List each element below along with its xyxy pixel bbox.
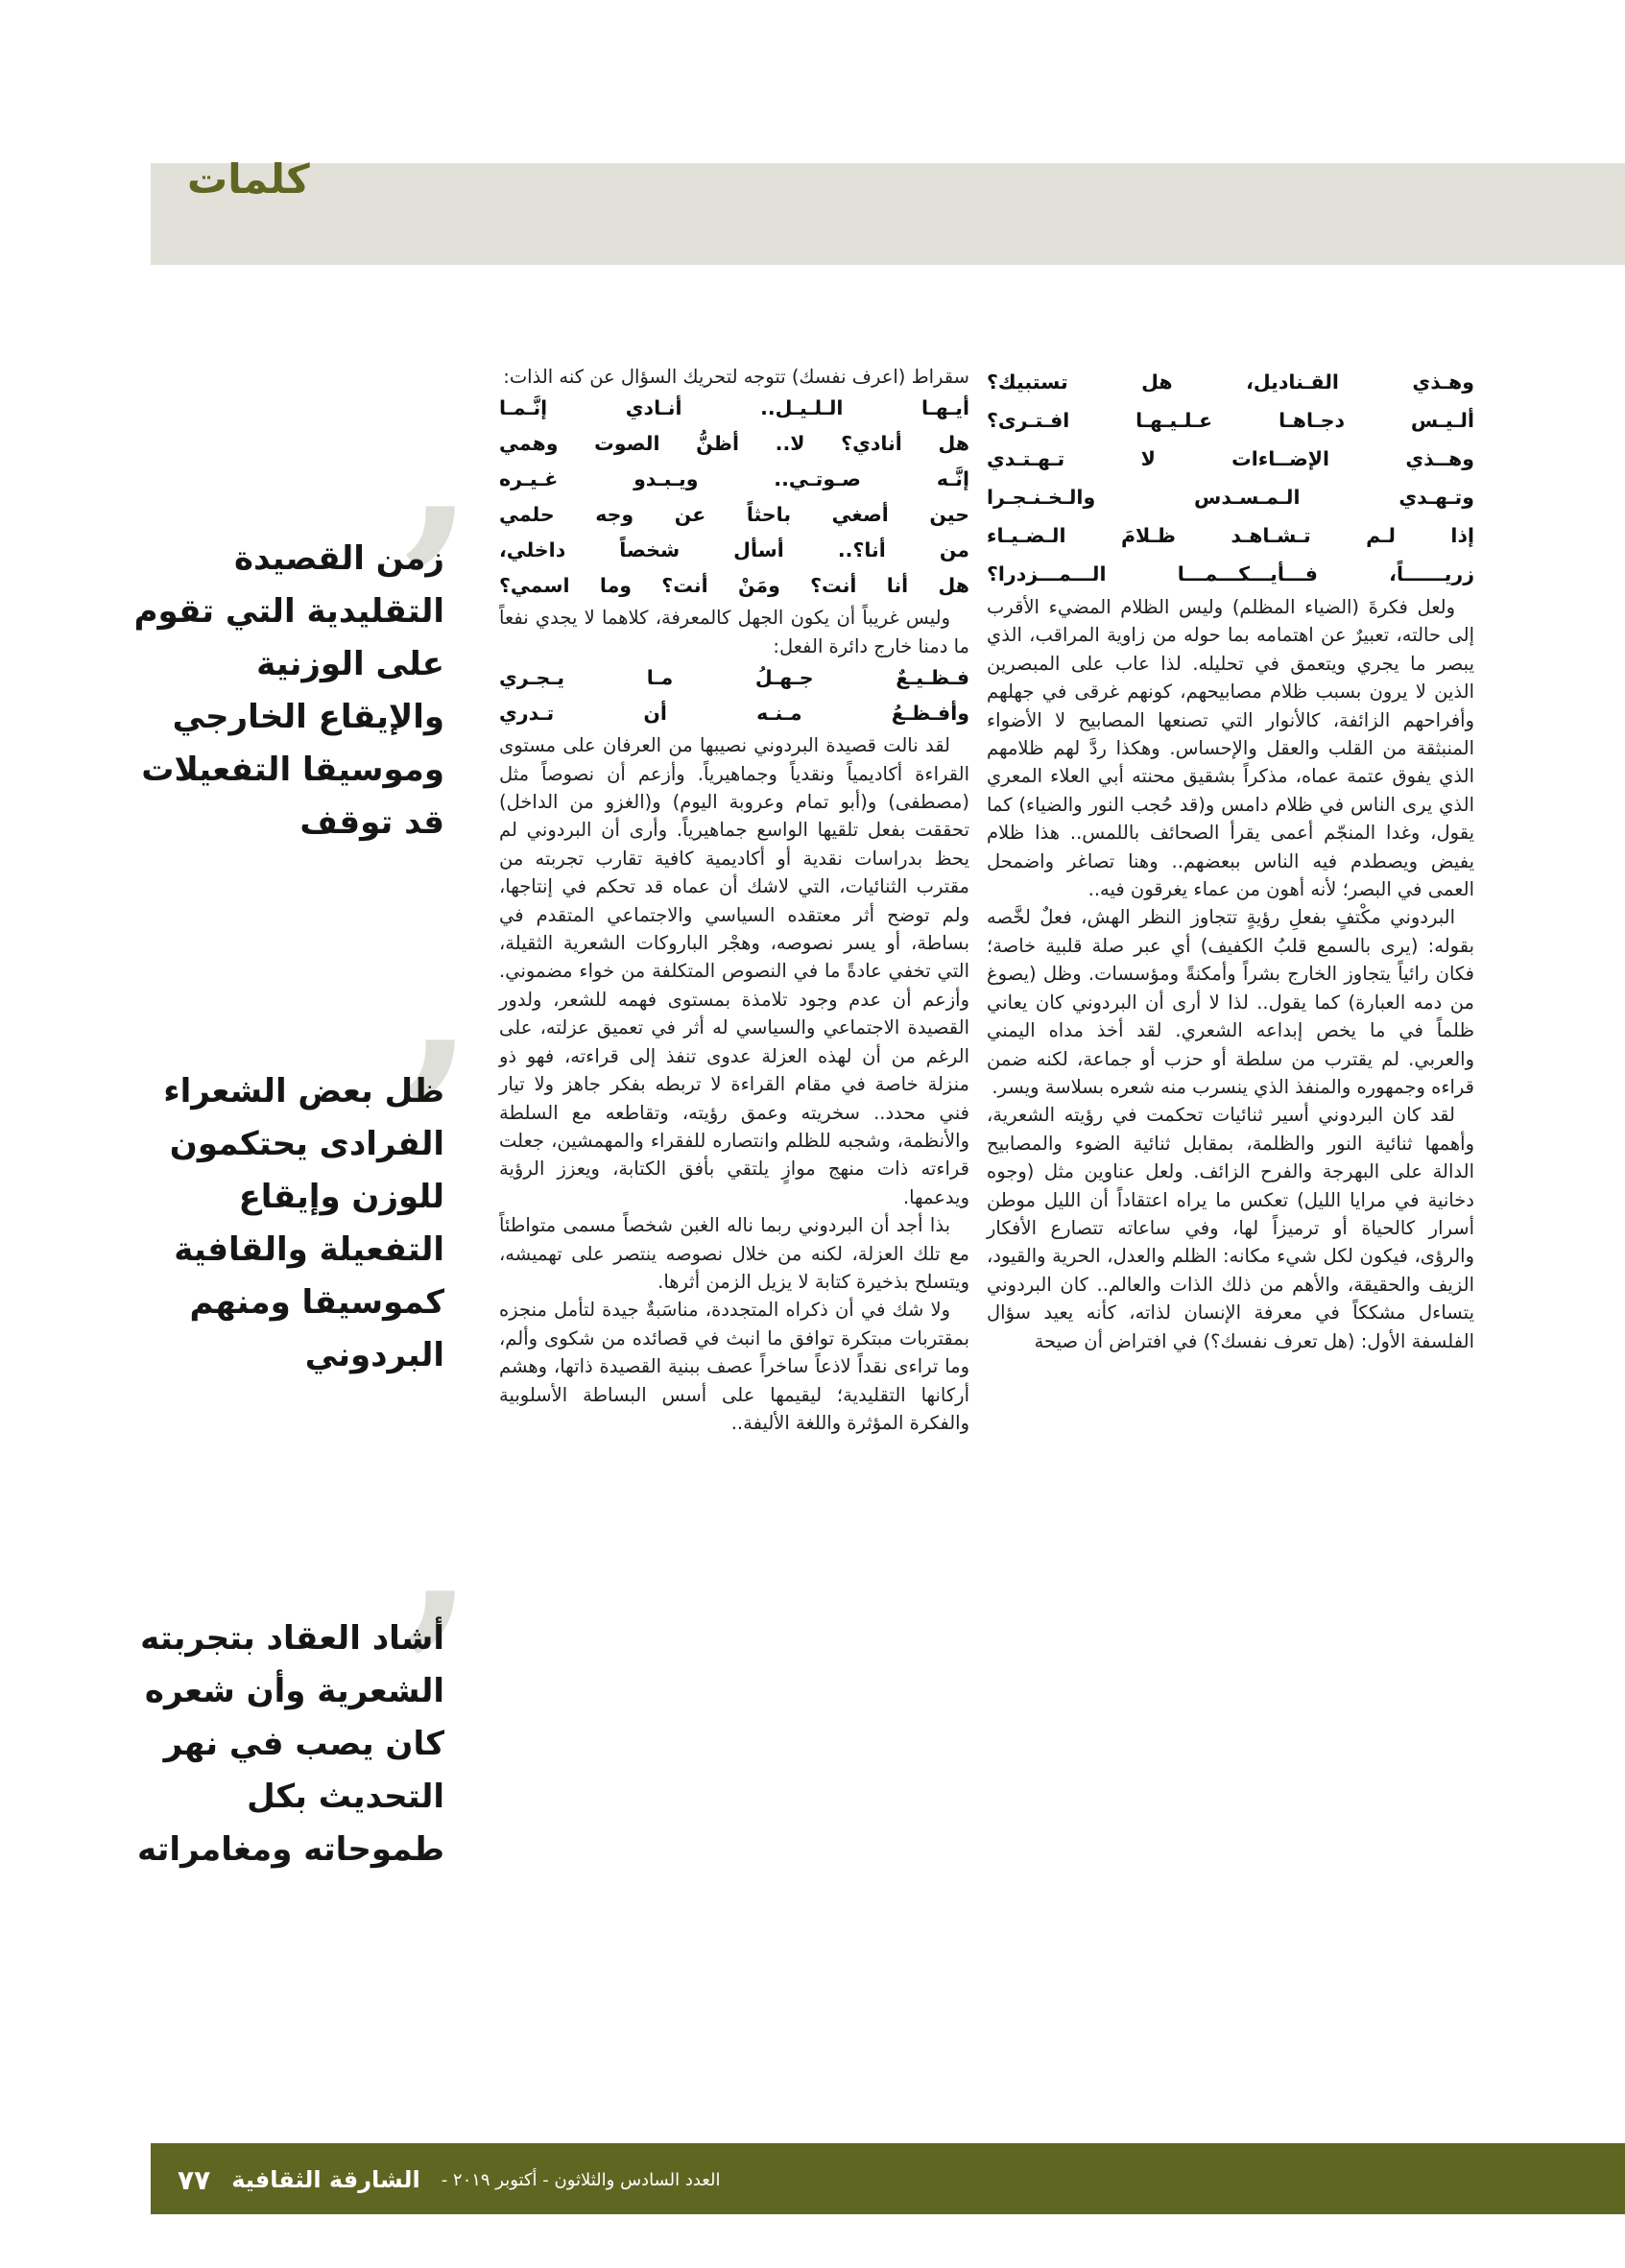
pull-quote-text: ظل بعض الشعراء الفرادى يحتكمون للوزن وإيقاع التفعيلة والقافية كموسيقا ومنهم البردوني (163, 1072, 444, 1374)
article-paragraph: لقد نالت قصيدة البردوني نصيبها من العرفان على مستوى القراءة أكاديمياً ونقدياً وجماهيرياً. وأزعم أن نصوصاً مثل (مصطفى) و(أبو تمام وعروبة اليوم) و(الغزو من الداخل) تحققت بفعل تلقيها الواسع جماهيرياً. وأرى أن البردوني لم يحظ بدراسات نقدية أو أكاديمية كافية تقارب تجربته من مقترب الثنائيات، التي لاشك أن عماه قد تحكم في إنتاجها، ولم توضح أثر معتقده السياسي والاجتماعي المتقدم في بساطة، أو يسر نصوصه، وهجْر الباروكات الشعرية الثقيلة، التي تخفي عادةً ما في النصوص المتكلفة من خواء مضموني. وأزعم أن عدم وجود تلامذة بمستوى فهمه للشعر، ولدور القصيدة الاجتماعي والسياسي له أثر في تعميق عزلته، على الرغم من أن لهذه العزلة عدوى تنفذ إلى قراءته، فهو ذو منزلة خاصة في مقام القراءة لا تربطه بفكر جاهز ولا تيار فني محدد.. سخريته وعمق رؤيته، وتقاطعه مع السلطة والأنظمة، وشجبه للظلم وانتصاره للفقراء والمهمشين، جعلت قراءته ذات منهج موازٍ يلتقي بأفق الكتابة، ويعزز الرؤية ويدعمها. (499, 734, 969, 1208)
issue-info: العدد السادس والثلاثون - أكتوبر ٢٠١٩ - (441, 2169, 721, 2190)
pull-quote (128, 1612, 444, 1876)
poem-line: وتـهـدي الـمـسـدس والـخـنـجـرا (987, 486, 1474, 509)
magazine-logo: الشارقة الثقافية (231, 2166, 420, 2193)
poem-line: من أنا؟.. أسأل شخصاً داخلي، (499, 538, 969, 562)
poem-line: ألـيـس دجـاهـا عـلـيـهـا افـتـرى؟ (987, 409, 1474, 432)
pull-quote-text: زمن القصيدة التقليدية التي تقوم على الوزنية والإيقاع الخارجي وموسيقا التفعيلات قد توقف (133, 539, 444, 842)
footer (178, 2159, 720, 2201)
poem-line: هل أنا أنت؟ ومَنْ أنت؟ وما اسمي؟ (499, 574, 969, 598)
poem-line: إنَّـه صـوتـي.. ويـبـدو غـيـره (499, 467, 969, 491)
poem-line: إذا لـم تـشـاهـد ظـلامَ الـضـيـاء (987, 524, 1474, 547)
poem-line: وهــذي الإضــاءات لا تـهـتـدي (987, 447, 1474, 470)
section-title: كلمات (187, 155, 310, 203)
pull-quote-text: أشاد العقاد بتجربته الشعرية وأن شعره كان يصب في نهر التحديث بكل طموحاته ومغامراته (136, 1619, 444, 1869)
poem-line: وأفـظـعُ مـنـه أن تـدري (499, 702, 969, 726)
article-paragraph: ولعل فكرةَ (الضياء المظلم) وليس الظلام المضيء الأقرب إلى حالته، تعبيرٌ عن اهتمامه بما حوله من زاوية المراقب، الذي يبصر ما يجري ويتعمق في تحليله. لذا عاب على المبصرين الذين لا يرون بسبب ظلام مصابيحهم، كونهم غرقى في جهلهم وأفراحهم الزائفة، كالأنوار التي تصنعها المصابيح لا الأضواء المنبثقة من القلب والعقل والإحساس. وهكذا ردَّ لهم ظلامهم الذي يفوق عتمة عماه، مذكراً بشقيق محنته أبي العلاء المعري الذي يرى الناس في ظلام دامس و(قد حُجب النور والضياء) كما يقول، وغدا المنجّم أعمى يقرأ الصحائف باللمس.. هذا ظلام يفيض ويصطدم فيه الناس ببعضهم.. وهنا تصاغر واضمحل العمى في البصر؛ لأنه أهون من عماء يغرقون فيه.. (987, 596, 1474, 901)
article-paragraph: البردوني مكْتفٍ بفعلِ رؤيةٍ تتجاوز النظر الهش، فعلٌ لخَّصه بقوله: (يرى بالسمع قلبُ الكفيف) أي عبر صلة قلبية خاصة؛ فكان رائياً يتجاوز الخارج بشراً وأمكنةً ومؤسسات. وظل (يصوغ من دمه العبارة) كما يقول.. لذا لا أرى أن البردوني كان يعاني ظلماً في ما يخص إبداعه الشعري. لقد أخذ مداه اليمني والعربي. لم يقترب من سلطة أو حزب أو جماعة، لكنه ضمن قراءه وجمهوره والمنفذ الذي ينسرب منه شعره بسلاسة ويسر. (987, 906, 1474, 1098)
poem-block-1 (987, 363, 1474, 593)
poem-block-2 (499, 391, 969, 604)
poem-line: حين أصغي باحثاً عن وجه حلمي (499, 503, 969, 527)
poem-line: أيـهـا الـلـيـل.. أنـادي إنَّـمـا (499, 396, 969, 420)
article-paragraph: وليس غريباً أن يكون الجهل كالمعرفة، كلاهما لا يجدي نفعاً ما دمنا خارج دائرة الفعل: (499, 607, 969, 657)
page-number: ٧٧ (178, 2163, 211, 2196)
poem-line: فـظـيـعٌ جـهـلُ مـا يـجـري (499, 666, 969, 690)
poem-line: زريــــــاً، فـــأيـــكـــمـــا الـــمـــزدرا؟ (987, 562, 1474, 585)
article-paragraph: بذا أجد أن البردوني ربما ناله الغبن شخصاً مسمى متواطئاً مع تلك العزلة، لكنه من خلال نصوصه ينتصر على تهميشه، ويتسلح بذخيرة كتابة لا يزيل الزمن أثرها. (499, 1214, 969, 1293)
quote-mark-icon: ’ (395, 994, 473, 1253)
article-paragraph: لقد كان البردوني أسير ثنائيات تحكمت في رؤيته الشعرية، وأهمها ثنائية النور والظلمة، بمقابل ثنائية الضوء والمصابيح الدالة على البهرجة والفرح الزائف. ولعل عناوين مثل (وجوه دخانية في مرايا الليل) تعكس ما يراه اعتقاداً أن الليل موطن أسرار كالحياة أو ترميزاً لها، وفي ساعاته تتصارع الأفكار والرؤى، فيكون لكل شيء مكانه: الظلم والعدل، الحرية والقيود، الزيف والحقيقة، والأهم من ذلك الذات والعالم.. كان البردوني يتساءل مشككاً في معرفة الإنسان لذاته، كأنه يعيد سؤال الفلسفة الأول: (هل تعرف نفسك؟) في افتراض أن صيحة (987, 1104, 1474, 1352)
pull-quote (128, 1065, 444, 1382)
article-column-right (987, 363, 1474, 1355)
poem-block-3 (499, 660, 969, 731)
pull-quote (128, 533, 444, 849)
quote-mark-icon: ’ (395, 1545, 473, 1804)
article-paragraph: سقراط (اعرف نفسك) تتوجه لتحريك السؤال عن كنه الذات: (503, 366, 969, 388)
poem-line: وهـذي القـناديل، هل تستبيك؟ (987, 370, 1474, 394)
quote-mark-icon: ’ (395, 461, 473, 720)
article-paragraph: ولا شك في أن ذكراه المتجددة، مناسَبةٌ جيدة لتأمل منجزه بمقتربات مبتكرة توافق ما انبث في قصائده من شكوى وألم، وما تراءى نقداً لاذعاً ساخراً عصف ببنية القصيدة ذاتها، وهشم أركانها التقليدية؛ ليقيمها على أسس البساطة الأسلوبية والفكرة المؤثرة واللغة الأليفة.. (499, 1299, 969, 1434)
header-band (151, 163, 1625, 265)
article-column-middle (499, 363, 969, 1437)
poem-line: هل أنادي؟ لا.. أظنُّ الصوت وهمي (499, 432, 969, 456)
